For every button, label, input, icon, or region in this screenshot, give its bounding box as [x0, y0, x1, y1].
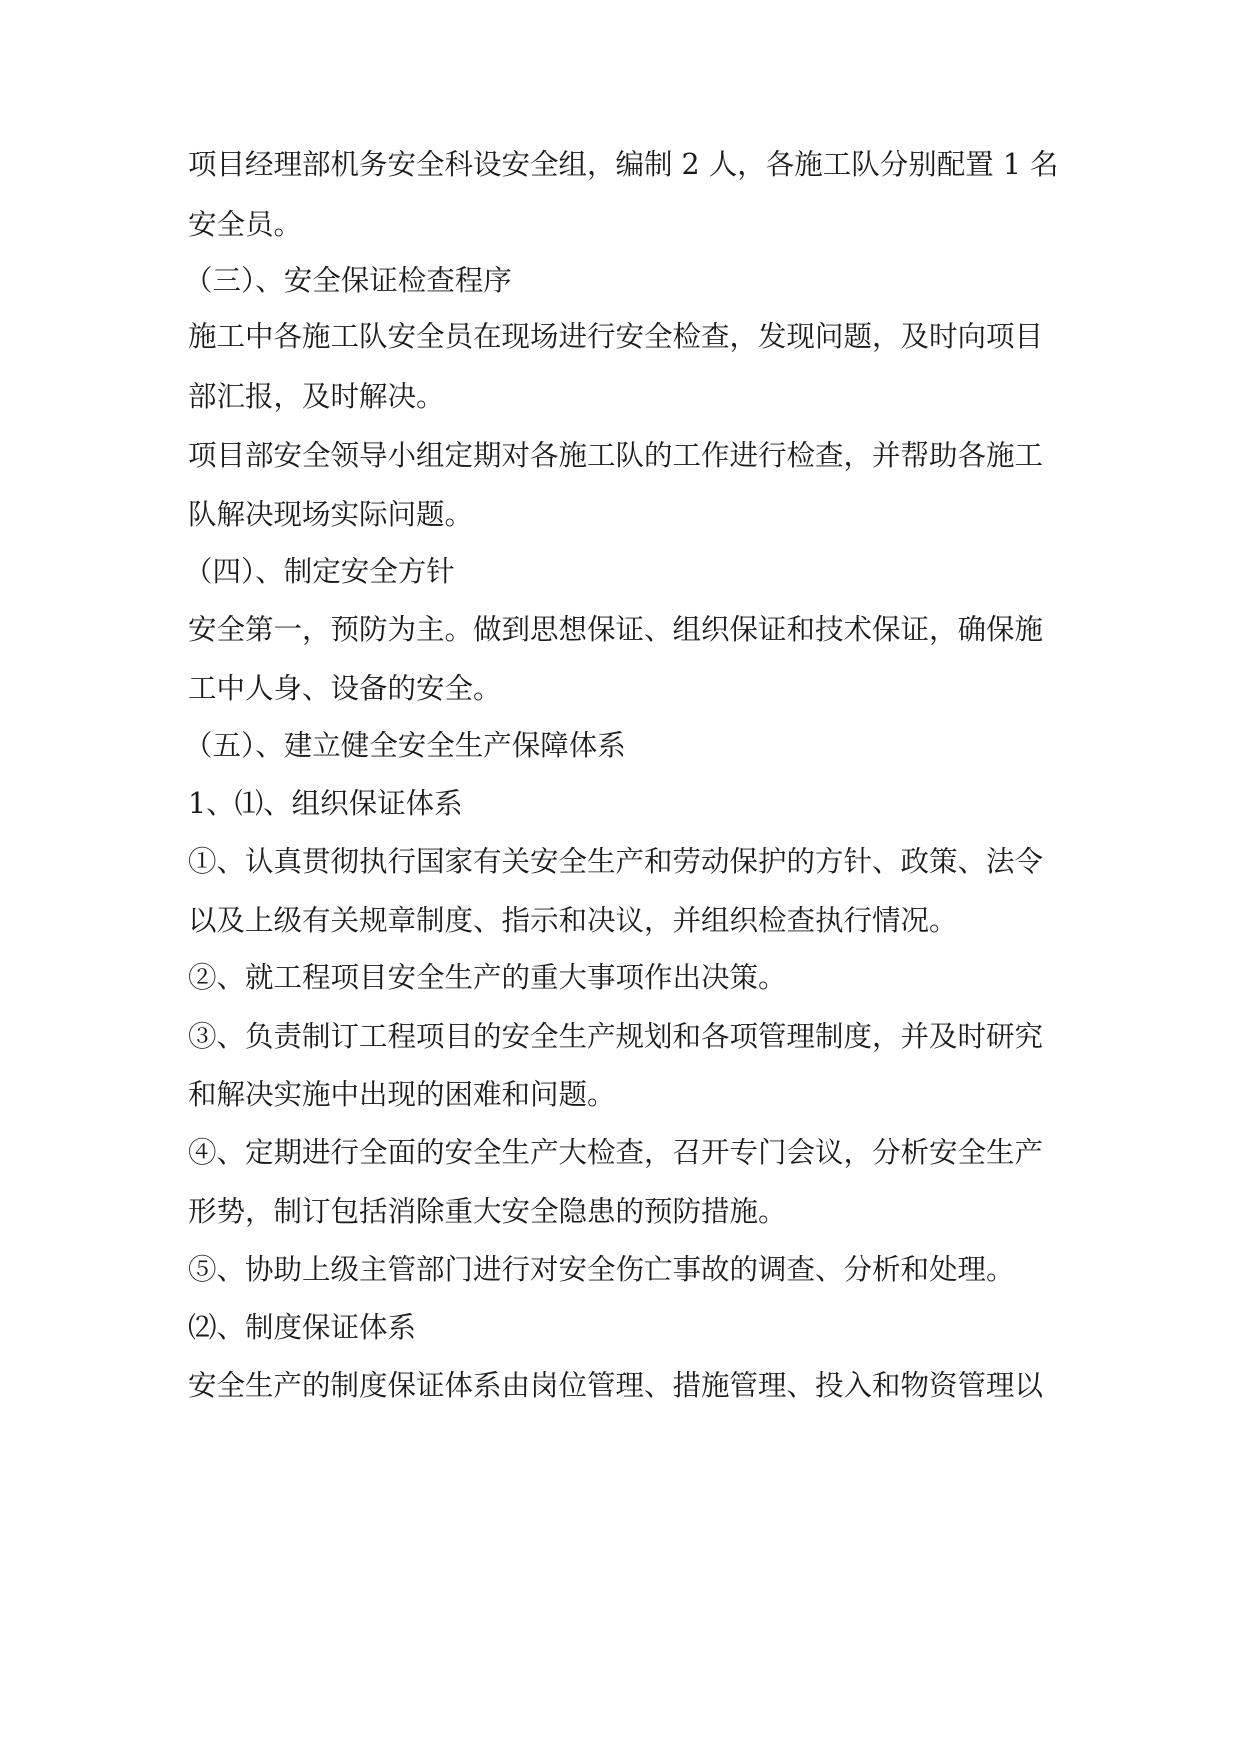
- body-text-line: 部汇报，及时解决。: [188, 380, 445, 413]
- body-text-line: 安全生产的制度保证体系由岗位管理、措施管理、投入和物资管理以: [188, 1369, 1044, 1402]
- list-item: ④、定期进行全面的安全生产大检查，召开专门会议，分析安全生产: [188, 1136, 1044, 1169]
- subsection-heading: 1、⑴、组织保证体系: [188, 787, 463, 820]
- list-item: ③、负责制订工程项目的安全生产规划和各项管理制度，并及时研究: [188, 1020, 1044, 1053]
- body-text-line: 队解决现场实际问题。: [188, 498, 474, 531]
- list-item: ⑤、协助上级主管部门进行对安全伤亡事故的调查、分析和处理。: [188, 1253, 1015, 1286]
- section-heading: （四）、制定安全方针: [184, 555, 455, 588]
- list-item-continuation: 以及上级有关规章制度、指示和决议，并组织检查执行情况。: [188, 904, 958, 937]
- body-text-line: 施工中各施工队安全员在现场进行安全检查，发现问题，及时向项目: [188, 320, 1044, 353]
- body-text-line: 项目经理部机务安全科设安全组，编制 2 人，各施工队分别配置 1 名: [188, 148, 1059, 181]
- body-text-line: 工中人身、设备的安全。: [188, 672, 502, 705]
- section-heading: （五）、建立健全安全生产保障体系: [184, 729, 626, 762]
- section-heading: （三）、安全保证检查程序: [184, 264, 512, 297]
- list-item-continuation: 形势，制订包括消除重大安全隐患的预防措施。: [188, 1195, 787, 1228]
- body-text-line: 安全员。: [188, 208, 303, 241]
- body-text-line: 项目部安全领导小组定期对各施工队的工作进行检查，并帮助各施工: [188, 439, 1044, 472]
- list-item: ①、认真贯彻执行国家有关安全生产和劳动保护的方针、政策、法令: [188, 845, 1044, 878]
- list-item-continuation: 和解决实施中出现的困难和问题。: [188, 1078, 616, 1111]
- list-item: ②、就工程项目安全生产的重大事项作出决策。: [188, 961, 787, 994]
- subsection-heading: ⑵、制度保证体系: [188, 1311, 417, 1344]
- body-text-line: 安全第一，预防为主。做到思想保证、组织保证和技术保证，确保施: [188, 613, 1044, 646]
